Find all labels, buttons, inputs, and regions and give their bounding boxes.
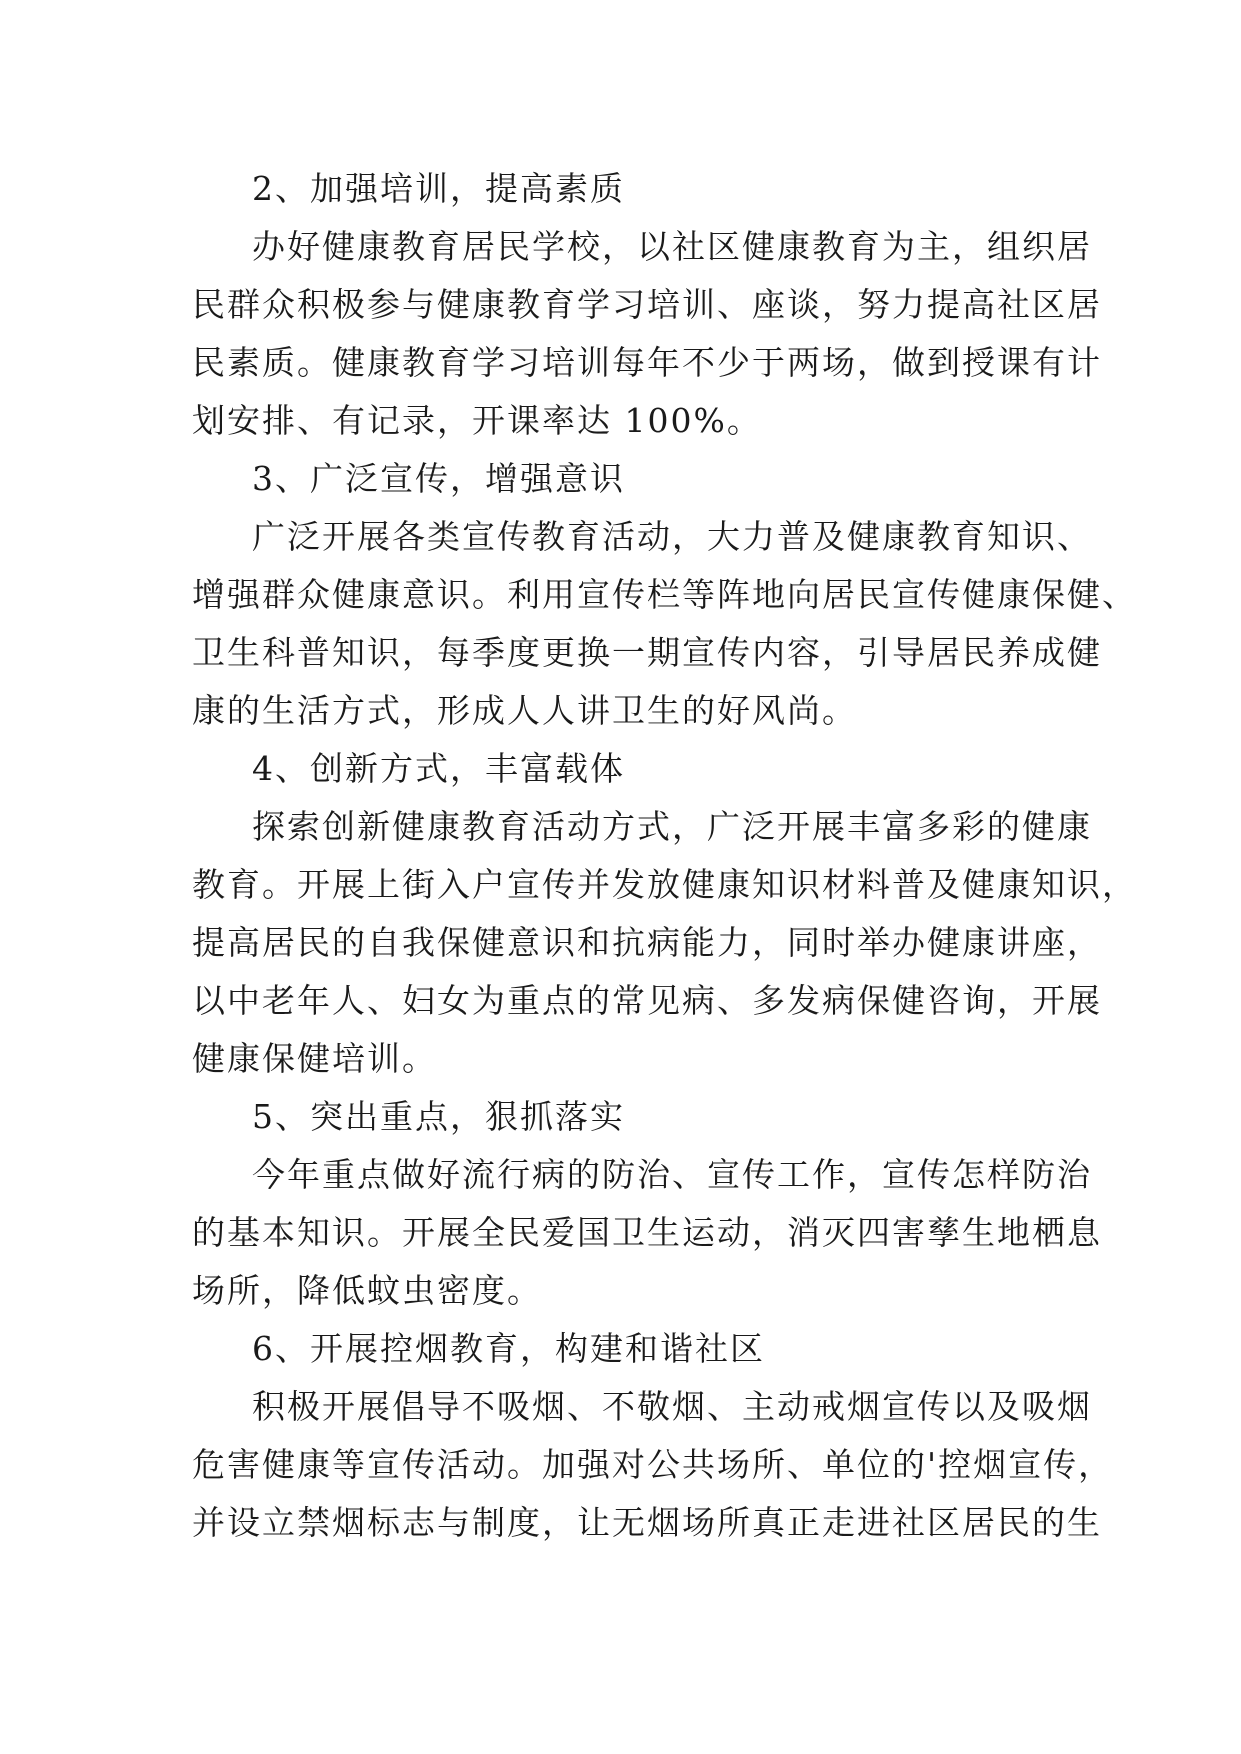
section-2 <box>192 160 1102 450</box>
paragraph-line: 健康保健培训。 <box>192 1039 437 1078</box>
section-paragraph <box>192 508 1137 740</box>
section-heading: 5、突出重点，狠抓落实 <box>252 1097 625 1136</box>
paragraph-line: 提高居民的自我保健意识和抗病能力，同时举办健康讲座， <box>192 923 1102 962</box>
paragraph-line: 民群众积极参与健康教育学习培训、座谈，努力提高社区居 <box>192 285 1102 324</box>
paragraph-line: 今年重点做好流行病的防治、宣传工作，宣传怎样防治 <box>252 1155 1092 1194</box>
section-4 <box>192 740 1137 1088</box>
section-6 <box>192 1320 1114 1552</box>
paragraph-line: 危害健康等宣传活动。加强对公共场所、单位的'控烟宣传， <box>192 1445 1114 1484</box>
section-paragraph <box>192 1378 1114 1552</box>
paragraph-line: 卫生科普知识，每季度更换一期宣传内容，引导居民养成健 <box>192 633 1102 672</box>
section-paragraph <box>192 218 1102 450</box>
paragraph-line: 场所，降低蚊虫密度。 <box>192 1271 542 1310</box>
paragraph-line: 以中老年人、妇女为重点的常见病、多发病保健咨询，开展 <box>192 981 1102 1020</box>
paragraph-line: 的基本知识。开展全民爱国卫生运动，消灭四害孳生地栖息 <box>192 1213 1102 1252</box>
paragraph-line: 增强群众健康意识。利用宣传栏等阵地向居民宣传健康保健、 <box>192 575 1137 614</box>
paragraph-line: 探索创新健康教育活动方式，广泛开展丰富多彩的健康 <box>252 807 1092 846</box>
section-paragraph <box>192 798 1137 1088</box>
section-3 <box>192 450 1137 740</box>
paragraph-line: 康的生活方式，形成人人讲卫生的好风尚。 <box>192 691 857 730</box>
section-heading: 2、加强培训，提高素质 <box>252 169 625 208</box>
paragraph-line: 办好健康教育居民学校，以社区健康教育为主，组织居 <box>252 227 1092 266</box>
section-paragraph <box>192 1146 1102 1320</box>
paragraph-line: 广泛开展各类宣传教育活动，大力普及健康教育知识、 <box>252 517 1092 556</box>
paragraph-line: 积极开展倡导不吸烟、不敬烟、主动戒烟宣传以及吸烟 <box>252 1387 1092 1426</box>
section-heading: 3、广泛宣传，增强意识 <box>252 459 625 498</box>
section-5 <box>192 1088 1102 1320</box>
document-page <box>192 160 1137 1552</box>
paragraph-line: 并设立禁烟标志与制度，让无烟场所真正走进社区居民的生 <box>192 1503 1102 1542</box>
paragraph-line: 民素质。健康教育学习培训每年不少于两场，做到授课有计 <box>192 343 1102 382</box>
paragraph-line: 划安排、有记录，开课率达 100%。 <box>192 401 762 440</box>
paragraph-line: 教育。开展上街入户宣传并发放健康知识材料普及健康知识， <box>192 865 1137 904</box>
section-heading: 6、开展控烟教育，构建和谐社区 <box>252 1329 765 1368</box>
section-heading: 4、创新方式，丰富载体 <box>252 749 625 788</box>
